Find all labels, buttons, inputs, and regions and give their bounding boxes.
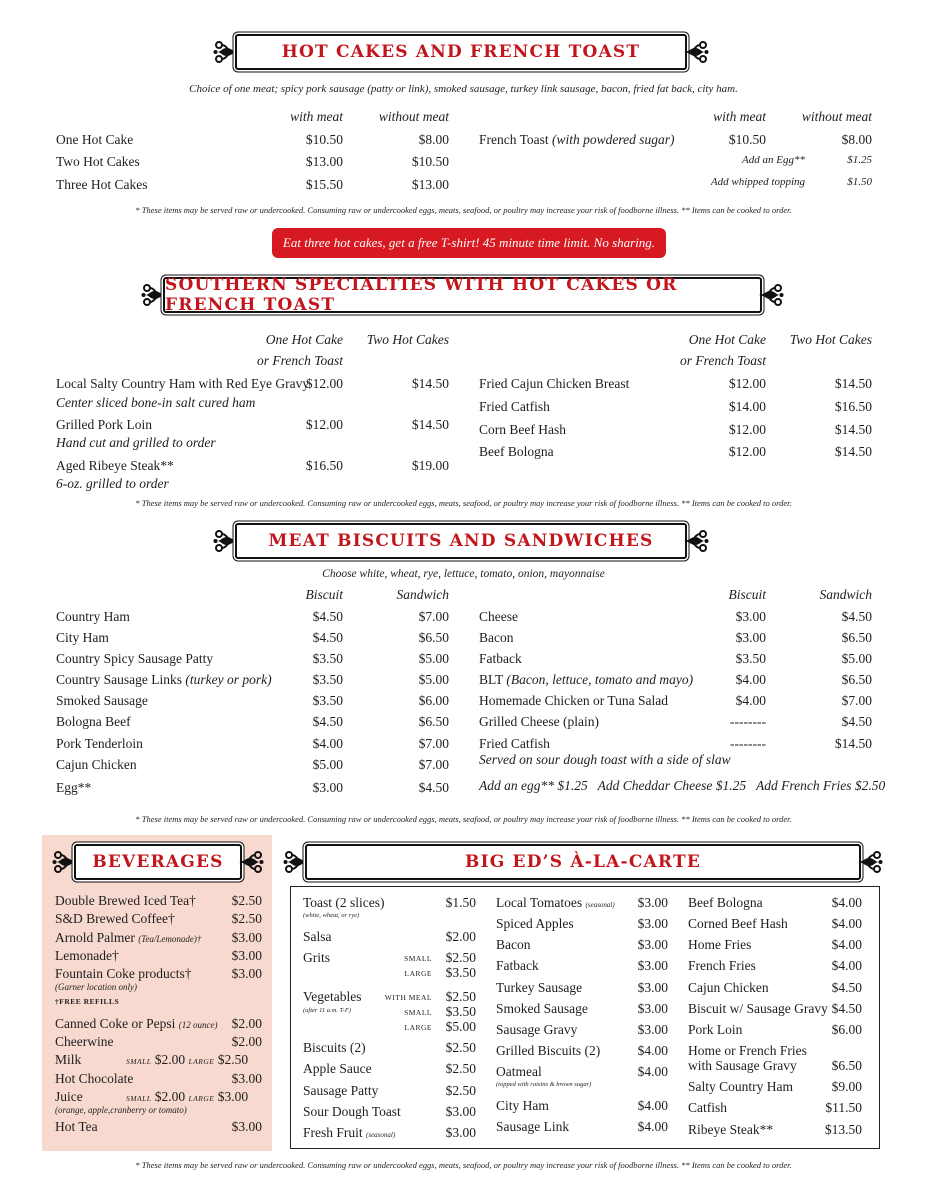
price: $14.50 xyxy=(411,417,449,432)
price: $6.50 xyxy=(418,714,449,729)
price: $13.00 xyxy=(305,154,343,169)
item-name: Spiced Apples xyxy=(496,916,574,931)
price: $6.50 xyxy=(831,1058,862,1073)
col-header: One Hot Cake xyxy=(688,332,766,347)
item-name: Oatmeal xyxy=(496,1064,542,1079)
size-label: LARGE xyxy=(404,969,432,978)
price: $4.00 xyxy=(637,1119,668,1134)
item-desc: (orange, apple,cranberry or tomato) xyxy=(55,1105,187,1115)
item-name: Country Spicy Sausage Patty xyxy=(56,651,214,666)
item-name: Fried Cajun Chicken Breast xyxy=(479,376,630,391)
price: $1.50 xyxy=(445,895,476,910)
price: $12.00 xyxy=(728,376,766,391)
price: $7.00 xyxy=(841,693,872,708)
price: $16.50 xyxy=(834,399,872,414)
addon-name: Add whipped topping xyxy=(710,176,805,188)
price: $12.00 xyxy=(305,417,343,432)
item-desc: (after 11 a.m. T-F) xyxy=(303,1007,351,1014)
price: $4.00 xyxy=(831,958,862,973)
price: $3.00 xyxy=(735,609,766,624)
price: $12.00 xyxy=(728,422,766,437)
item-name: Country Sausage Links xyxy=(56,672,182,687)
price: $13.00 xyxy=(411,177,449,192)
price: $3.50 xyxy=(312,693,343,708)
price: $6.00 xyxy=(418,693,449,708)
price: $3.00 xyxy=(637,1022,668,1037)
section-title: SOUTHERN SPECIALTIES WITH HOT CAKES OR FRENCH TOAST xyxy=(165,275,678,315)
item-desc: (white, wheat, or rye) xyxy=(303,912,360,919)
price: $11.50 xyxy=(825,1100,862,1115)
price: $4.50 xyxy=(841,609,872,624)
item-name: Sausage Link xyxy=(496,1119,570,1134)
price: $2.50 xyxy=(445,1040,476,1055)
item-name: Sausage Gravy xyxy=(496,1022,578,1037)
item-desc: (with powdered sugar) xyxy=(552,132,675,147)
price: $7.00 xyxy=(418,609,449,624)
addon-price: $1.50 xyxy=(847,176,872,188)
item-name: Corn Beef Hash xyxy=(479,422,566,437)
item-name: BLT xyxy=(479,672,504,687)
price: $14.00 xyxy=(728,399,766,414)
price: $4.00 xyxy=(637,1098,668,1113)
item-desc: 6-oz. grilled to order xyxy=(56,476,169,491)
price: $2.50 xyxy=(231,893,262,908)
price: $4.50 xyxy=(312,630,343,645)
price: $2.00 xyxy=(231,1034,262,1049)
price: $2.50 xyxy=(445,1061,476,1076)
item-name: Local Tomatoes xyxy=(496,895,583,910)
item-name: Beef Bologna xyxy=(688,895,763,910)
size-label: SMALL xyxy=(126,1094,152,1103)
price: $15.50 xyxy=(305,177,343,192)
item-name: Fried Catfish xyxy=(479,736,550,751)
item-desc: (seasonal) xyxy=(366,1131,396,1139)
item-name: Salsa xyxy=(303,929,332,944)
item-name: Apple Sauce xyxy=(303,1061,372,1076)
item-name: Local Salty Country Ham with Red Eye Gravy xyxy=(56,376,310,391)
price: $3.00 xyxy=(231,966,262,981)
section-title: MEAT BISCUITS AND SANDWICHES xyxy=(268,531,654,551)
addon-name: Add an Egg** xyxy=(742,154,805,166)
price: $3.00 xyxy=(312,780,343,795)
price: $3.50 xyxy=(735,651,766,666)
item-desc: Served on sour dough toast with a side of slaw xyxy=(479,752,731,767)
price: $5.00 xyxy=(445,1019,476,1034)
price: $2.50 xyxy=(231,911,262,926)
price: $7.00 xyxy=(418,757,449,772)
item-name: Grilled Pork Loin xyxy=(56,417,152,432)
item-name: with Sausage Gravy xyxy=(688,1058,797,1073)
item-name: Pork Tenderloin xyxy=(56,736,143,751)
item-desc: Hand cut and grilled to order xyxy=(56,435,216,450)
price: $4.00 xyxy=(312,736,343,751)
item-name: Fountain Coke products† xyxy=(55,966,192,981)
size-label: SMALL xyxy=(404,954,432,963)
price: $4.00 xyxy=(831,895,862,910)
col-header: or French Toast xyxy=(679,353,766,368)
price: $3.00 xyxy=(231,948,262,963)
price: $3.50 xyxy=(312,672,343,687)
price: $2.50 xyxy=(445,950,476,965)
item-name: Vegetables xyxy=(303,989,362,1004)
price: $4.50 xyxy=(831,980,862,995)
hotcakes-banner xyxy=(213,34,709,70)
price: $14.50 xyxy=(834,422,872,437)
price: $4.00 xyxy=(735,693,766,708)
item-name: Cajun Chicken xyxy=(688,980,769,995)
price: $3.00 xyxy=(231,1071,262,1086)
price: $4.50 xyxy=(418,780,449,795)
ornament-icon xyxy=(236,848,264,876)
item-name: Milk xyxy=(55,1052,82,1067)
ornament-icon xyxy=(681,38,709,66)
price: $2.00 xyxy=(445,929,476,944)
disclaimer: * These items may be served raw or undercooked. Consuming raw or undercooked eggs, meats, seafood, or poultry may increase your risk of foodborne illness. ** Items can be cooked to order. xyxy=(135,205,792,215)
size-label: SMALL xyxy=(404,1008,432,1017)
col-header: without meat xyxy=(801,109,872,124)
item-name: Turkey Sausage xyxy=(496,980,583,995)
biscuits-banner xyxy=(213,523,709,559)
item-name: Smoked Sausage xyxy=(56,693,148,708)
item-name: Pork Loin xyxy=(688,1022,743,1037)
col-header: One Hot Cake xyxy=(265,332,343,347)
item-name: Fatback xyxy=(479,651,522,666)
price: $14.50 xyxy=(834,376,872,391)
item-desc: Center sliced bone-in salt cured ham xyxy=(56,395,256,410)
item-name: Fresh Fruit xyxy=(303,1125,363,1140)
price: $3.00 xyxy=(637,895,668,910)
item-name: Hot Tea xyxy=(55,1119,98,1134)
price: $4.50 xyxy=(841,714,872,729)
item-name: Bacon xyxy=(479,630,514,645)
item-desc: (12 ounce) xyxy=(178,1020,218,1030)
item-name: Home Fries xyxy=(688,937,752,952)
price: $3.50 xyxy=(445,1004,476,1019)
item-name: S&D Brewed Coffee† xyxy=(55,911,175,926)
price: $2.50 xyxy=(445,1083,476,1098)
item-name: Catfish xyxy=(688,1100,727,1115)
item-name: Fatback xyxy=(496,958,539,973)
price: -------- xyxy=(730,736,766,751)
southern-banner xyxy=(141,277,784,313)
item-name: Grilled Biscuits (2) xyxy=(496,1043,601,1058)
size-label: LARGE xyxy=(188,1057,215,1066)
item-desc: (seasonal) xyxy=(585,901,615,909)
item-desc: (topped with raisins & brown sugar) xyxy=(496,1081,592,1088)
price: $4.00 xyxy=(831,937,862,952)
tshirt-promo: Eat three hot cakes, get a free T-shirt! 45 minute time limit. No sharing. xyxy=(272,228,666,258)
bread-choice-note: Choose white, wheat, rye, lettuce, tomato, onion, mayonnaise xyxy=(322,568,605,580)
price: $6.00 xyxy=(831,1022,862,1037)
item-name: Canned Coke or Pepsi xyxy=(55,1016,176,1031)
price: $3.00 xyxy=(735,630,766,645)
price: $2.00 xyxy=(154,1052,186,1067)
item-name: Sour Dough Toast xyxy=(303,1104,401,1119)
item-name: Two Hot Cakes xyxy=(56,154,140,169)
item-name: One Hot Cake xyxy=(56,132,134,147)
col-header: Biscuit xyxy=(728,587,766,602)
price: $8.00 xyxy=(418,132,449,147)
price: $3.00 xyxy=(637,980,668,995)
price: $3.00 xyxy=(445,1104,476,1119)
section-title: BIG ED’S À-LA-CARTE xyxy=(465,852,701,872)
item-name: Salty Country Ham xyxy=(688,1079,793,1094)
item-name: Double Brewed Iced Tea† xyxy=(55,893,196,908)
col-header: Two Hot Cakes xyxy=(789,332,872,347)
item-name: Country Ham xyxy=(56,609,130,624)
item-name: Homemade Chicken or Tuna Salad xyxy=(479,693,668,708)
price: $9.00 xyxy=(831,1079,862,1094)
price: $6.50 xyxy=(841,672,872,687)
addon-price: $1.25 xyxy=(847,154,872,166)
disclaimer: * These items may be served raw or undercooked. Consuming raw or undercooked eggs, meats, seafood, or poultry may increase your risk of foodborne illness. ** Items can be cooked to order. xyxy=(135,498,792,508)
price: $3.50 xyxy=(312,651,343,666)
price: $3.00 xyxy=(637,937,668,952)
price: $19.00 xyxy=(411,458,449,473)
meat-choice-note: Choice of one meat; spicy pork sausage (patty or link), smoked sausage, turkey link sausage, bacon, fried fat back, city ham. xyxy=(189,83,738,95)
item-name: French Fries xyxy=(688,958,756,973)
refills-note: †FREE REFILLS xyxy=(55,997,120,1006)
item-name: French Toast xyxy=(479,132,549,147)
item-name: Three Hot Cakes xyxy=(56,177,148,192)
price: $3.50 xyxy=(445,965,476,980)
price: $13.50 xyxy=(824,1122,862,1137)
item-name: Hot Chocolate xyxy=(55,1071,134,1086)
price: $5.00 xyxy=(312,757,343,772)
price: $12.00 xyxy=(728,444,766,459)
item-name: Juice xyxy=(55,1089,83,1104)
price: $12.00 xyxy=(305,376,343,391)
price: $2.50 xyxy=(217,1052,249,1067)
ornament-icon xyxy=(855,848,883,876)
item-name: Smoked Sausage xyxy=(496,1001,588,1016)
item-name: Cajun Chicken xyxy=(56,757,137,772)
col-header: Sandwich xyxy=(819,587,872,602)
disclaimer: * These items may be served raw or undercooked. Consuming raw or undercooked eggs, meats, seafood, or poultry may increase your risk of foodborne illness. ** Items can be cooked to order. xyxy=(135,814,792,824)
price: $8.00 xyxy=(841,132,872,147)
col-header: or French Toast xyxy=(256,353,343,368)
price: $4.50 xyxy=(312,714,343,729)
col-header: with meat xyxy=(290,109,343,124)
item-desc: (Tea/Lemonade)† xyxy=(138,934,202,944)
item-name: Beef Bologna xyxy=(479,444,554,459)
price: $2.00 xyxy=(154,1089,186,1104)
item-name: Egg** xyxy=(56,780,92,795)
size-label: SMALL xyxy=(126,1057,152,1066)
price: $3.00 xyxy=(217,1089,249,1104)
price: $7.00 xyxy=(418,736,449,751)
item-name: Cheerwine xyxy=(55,1034,114,1049)
item-name: Biscuits (2) xyxy=(303,1040,366,1055)
item-desc: (turkey or pork) xyxy=(185,672,272,687)
price: $10.50 xyxy=(728,132,766,147)
price: $5.00 xyxy=(418,672,449,687)
col-header: without meat xyxy=(378,109,449,124)
beverages-banner xyxy=(52,844,264,880)
price: $5.00 xyxy=(841,651,872,666)
price: $4.00 xyxy=(637,1043,668,1058)
size-label: LARGE xyxy=(188,1094,215,1103)
item-name: Ribeye Steak** xyxy=(688,1122,774,1137)
price: $16.50 xyxy=(305,458,343,473)
item-name: Grits xyxy=(303,950,330,965)
price: $5.00 xyxy=(418,651,449,666)
item-name: Lemonade† xyxy=(55,948,119,963)
ornament-icon xyxy=(681,527,709,555)
item-desc: (Bacon, lettuce, tomato and mayo) xyxy=(506,672,694,687)
disclaimer: * These items may be served raw or undercooked. Consuming raw or undercooked eggs, meats, seafood, or poultry may increase your risk of foodborne illness. ** Items can be cooked to order. xyxy=(135,1160,792,1170)
item-name: Bacon xyxy=(496,937,531,952)
item-name: Arnold Palmer xyxy=(55,930,135,945)
price: $14.50 xyxy=(834,444,872,459)
size-label: LARGE xyxy=(404,1023,432,1032)
col-header: Two Hot Cakes xyxy=(366,332,449,347)
item-name: Fried Catfish xyxy=(479,399,550,414)
item-name: Cheese xyxy=(479,609,518,624)
price: $4.50 xyxy=(312,609,343,624)
price: $2.50 xyxy=(445,989,476,1004)
price: $3.00 xyxy=(637,958,668,973)
price: $3.00 xyxy=(637,916,668,931)
price: $6.50 xyxy=(841,630,872,645)
item-name: Home or French Fries xyxy=(688,1043,807,1058)
addon-line: Add an egg** $1.25 Add Cheddar Cheese $1.25 Add French Fries $2.50 xyxy=(479,778,886,793)
price: $6.50 xyxy=(418,630,449,645)
price: $3.00 xyxy=(231,930,262,945)
item-name: Toast (2 slices) xyxy=(303,895,385,910)
price: $4.50 xyxy=(831,1001,862,1016)
price: $10.50 xyxy=(411,154,449,169)
item-name: City Ham xyxy=(56,630,109,645)
section-title: BEVERAGES xyxy=(92,852,224,872)
price: $4.00 xyxy=(735,672,766,687)
item-name: Bologna Beef xyxy=(56,714,131,729)
section-title: HOT CAKES AND FRENCH TOAST xyxy=(281,42,641,62)
item-name: Biscuit w/ Sausage Gravy xyxy=(688,1001,828,1016)
alacarte-banner xyxy=(283,844,883,880)
ornament-icon xyxy=(756,281,784,309)
price: $4.00 xyxy=(831,916,862,931)
price: $3.00 xyxy=(637,1001,668,1016)
price: $3.00 xyxy=(231,1119,262,1134)
price: $3.00 xyxy=(445,1125,476,1140)
item-desc: (Garner location only) xyxy=(55,982,137,992)
item-name: Sausage Patty xyxy=(303,1083,379,1098)
item-name: Aged Ribeye Steak** xyxy=(56,458,174,473)
price: $14.50 xyxy=(834,736,872,751)
col-header: with meat xyxy=(713,109,766,124)
price: $2.00 xyxy=(231,1016,262,1031)
item-name: City Ham xyxy=(496,1098,549,1113)
col-header: Sandwich xyxy=(396,587,449,602)
item-name: Corned Beef Hash xyxy=(688,916,788,931)
item-name: Grilled Cheese (plain) xyxy=(479,714,599,729)
size-label: WITH MEAL xyxy=(384,993,432,1002)
col-header: Biscuit xyxy=(305,587,343,602)
price: -------- xyxy=(730,714,766,729)
price: $10.50 xyxy=(305,132,343,147)
price: $4.00 xyxy=(637,1064,668,1079)
price: $14.50 xyxy=(411,376,449,391)
